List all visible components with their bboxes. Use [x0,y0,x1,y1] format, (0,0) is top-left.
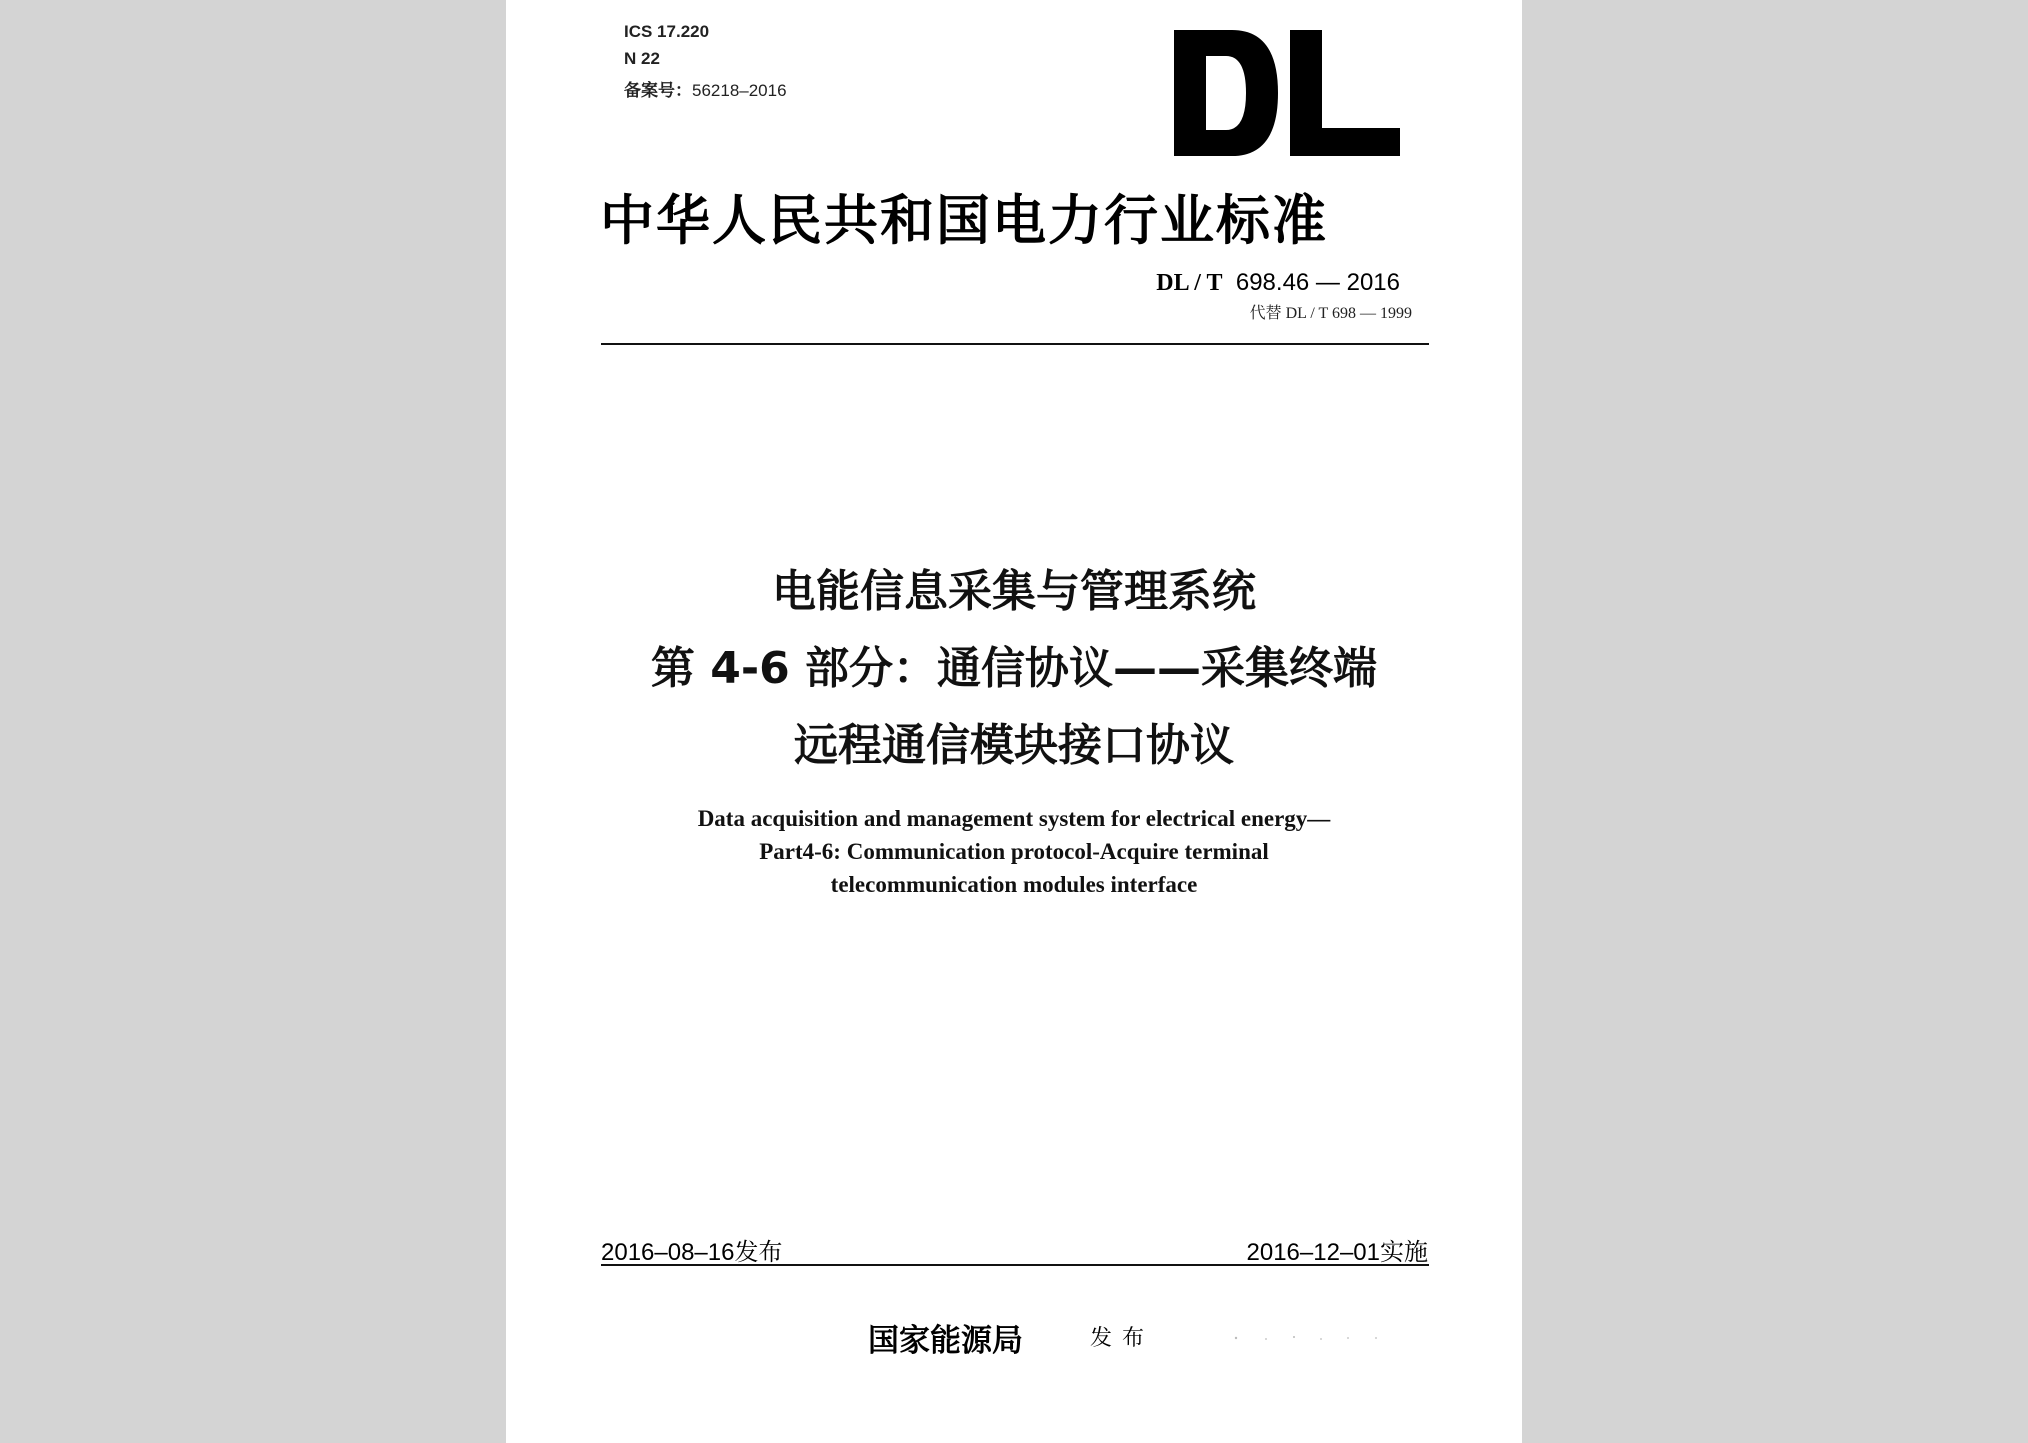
replaces-standard: 代替 DL / T 698 — 1999 [1249,305,1412,322]
footer-divider [601,1264,1429,1266]
record-value: 56218–2016 [692,81,787,100]
publish-label: 发布 [1090,1326,1155,1351]
header-divider [601,343,1429,345]
chinese-title-line-1: 电能信息采集与管理系统 [772,566,1256,617]
issue-date: 2016–08–16发布 [601,1239,783,1266]
standard-code: 698.46 — 2016 [1235,269,1400,296]
chinese-title-line-2: 第 4-6 部分：通信协议——采集终端 [650,643,1378,694]
dl-logo [1174,30,1400,156]
document-page [506,0,1522,1443]
classification-code: N 22 [624,49,660,68]
industry-standard-title: 中华人民共和国电力行业标准 [600,189,1328,252]
logo-letter-l [1290,30,1400,156]
standard-prefix: DL / T [1156,270,1223,296]
logo-letter-d [1174,30,1278,156]
implementation-date: 2016–12–01实施 [1246,1239,1428,1266]
english-title-line-1: Data acquisition and management system for electrical energy— [697,806,1331,831]
standard-number [1156,269,1400,297]
english-title-line-3: telecommunication modules interface [830,872,1198,897]
scan-specks [1226,1328,1426,1348]
publisher-name: 国家能源局 [868,1323,1023,1359]
ics-code: ICS 17.220 [624,22,710,41]
record-number [624,76,787,101]
chinese-title-line-3: 远程通信模块接口协议 [794,720,1234,771]
record-label: 备案号： [624,81,692,100]
english-title-line-2: Part4-6: Communication protocol-Acquire terminal [759,839,1269,864]
